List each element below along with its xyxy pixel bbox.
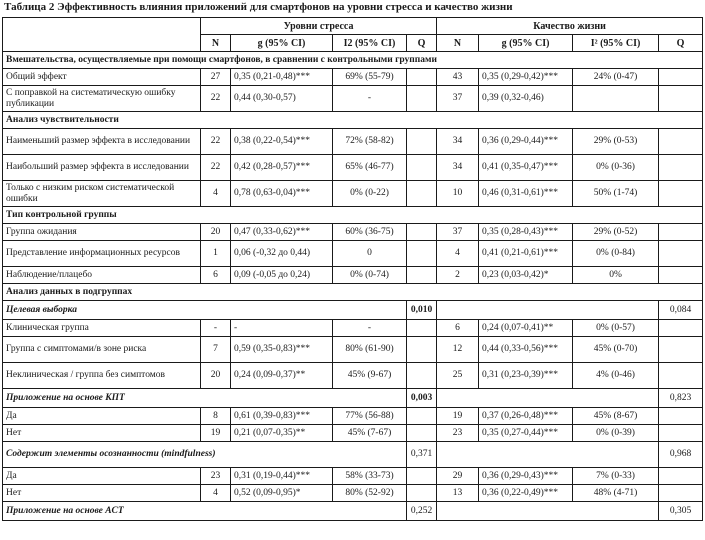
i2-stress-cell: 0 [333, 241, 407, 267]
table-body [3, 52, 703, 521]
q-quality-cell: 0,968 [659, 442, 703, 468]
i2-quality-cell: 45% (8-67) [573, 408, 659, 425]
quality-group-header: Качество жизни [437, 18, 703, 35]
col-i2-quality: I² (95% CI) [573, 35, 659, 52]
q-quality-cell [659, 224, 703, 241]
q-stress-cell [407, 241, 437, 267]
q-quality-cell [659, 129, 703, 155]
g-quality-cell: 0,35 (0,29-0,42)*** [479, 69, 573, 86]
n-quality-cell: 25 [437, 363, 479, 389]
n-stress-cell: 22 [201, 86, 231, 112]
q-quality-cell: 0,823 [659, 389, 703, 408]
q-stress-cell [407, 337, 437, 363]
q-stress-cell: 0,371 [407, 442, 437, 468]
empty-cell [437, 502, 659, 521]
n-stress-cell: 7 [201, 337, 231, 363]
table-row [3, 267, 703, 284]
n-stress-cell: 20 [201, 363, 231, 389]
g-stress-cell: - [231, 320, 333, 337]
table-row [3, 181, 703, 207]
section-row [3, 52, 703, 69]
q-stress-cell [407, 267, 437, 284]
subgroup-label: Целевая выборка [3, 301, 407, 320]
empty-cell [437, 389, 659, 408]
i2-quality-cell: 0% (0-84) [573, 241, 659, 267]
col-q-stress: Q [407, 35, 437, 52]
q-stress-cell [407, 425, 437, 442]
i2-quality-cell: 24% (0-47) [573, 69, 659, 86]
g-quality-cell: 0,46 (0,31-0,61)*** [479, 181, 573, 207]
i2-stress-cell: - [333, 86, 407, 112]
n-quality-cell: 4 [437, 241, 479, 267]
n-stress-cell: 6 [201, 267, 231, 284]
i2-quality-cell: 50% (1-74) [573, 181, 659, 207]
g-quality-cell: 0,36 (0,29-0,43)*** [479, 468, 573, 485]
q-stress-cell [407, 485, 437, 502]
subgroup-row [3, 389, 703, 408]
subgroup-row [3, 442, 703, 468]
section-row [3, 112, 703, 129]
q-quality-cell [659, 485, 703, 502]
subgroup-label: Приложение на основе ACT [3, 502, 407, 521]
row-label: Клиническая группа [3, 320, 201, 337]
g-stress-cell: 0,35 (0,21-0,48)*** [231, 69, 333, 86]
g-quality-cell: 0,41 (0,21-0,61)*** [479, 241, 573, 267]
q-stress-cell: 0,252 [407, 502, 437, 521]
row-label: Только с низким риском систематической ошибки [3, 181, 201, 207]
i2-quality-cell: 0% (0-57) [573, 320, 659, 337]
n-stress-cell: 4 [201, 485, 231, 502]
q-quality-cell [659, 86, 703, 112]
col-n-stress: N [201, 35, 231, 52]
table-row [3, 363, 703, 389]
row-label: Да [3, 468, 201, 485]
q-quality-cell [659, 155, 703, 181]
i2-stress-cell: 45% (7-67) [333, 425, 407, 442]
col-q-quality: Q [659, 35, 703, 52]
table-row [3, 485, 703, 502]
g-stress-cell: 0,47 (0,33-0,62)*** [231, 224, 333, 241]
g-quality-cell: 0,35 (0,28-0,43)*** [479, 224, 573, 241]
q-stress-cell [407, 320, 437, 337]
table-row [3, 129, 703, 155]
i2-stress-cell: 0% (0-22) [333, 181, 407, 207]
q-stress-cell [407, 155, 437, 181]
q-stress-cell [407, 363, 437, 389]
g-quality-cell: 0,37 (0,26-0,48)*** [479, 408, 573, 425]
n-stress-cell: 22 [201, 129, 231, 155]
table-row [3, 241, 703, 267]
g-stress-cell: 0,21 (0,07-0,35)** [231, 425, 333, 442]
section-label: Вмешательства, осуществляемые при помощи смартфонов, в сравнении с контрольными группами [3, 52, 703, 69]
table-row [3, 155, 703, 181]
header-empty [3, 18, 201, 52]
empty-cell [437, 442, 659, 468]
table-title: Таблица 2 Эффективность влияния приложений для смартфонов на уровни стресса и качество жизни [4, 1, 513, 13]
n-quality-cell: 2 [437, 267, 479, 284]
i2-stress-cell: 69% (55-79) [333, 69, 407, 86]
subgroup-label: Содержит элементы осознанности (mindfulness) [3, 442, 407, 468]
row-label: Группа ожидания [3, 224, 201, 241]
g-quality-cell: 0,39 (0,32-0,46) [479, 86, 573, 112]
n-quality-cell: 19 [437, 408, 479, 425]
g-quality-cell: 0,23 (0,03-0,42)* [479, 267, 573, 284]
g-stress-cell: 0,78 (0,63-0,04)*** [231, 181, 333, 207]
col-i2-stress: I2 (95% CI) [333, 35, 407, 52]
g-stress-cell: 0,06 (-0,32 до 0,44) [231, 241, 333, 267]
q-quality-cell [659, 408, 703, 425]
g-stress-cell: 0,09 (-0,05 до 0,24) [231, 267, 333, 284]
n-quality-cell: 37 [437, 224, 479, 241]
n-quality-cell: 43 [437, 69, 479, 86]
i2-stress-cell: 80% (61-90) [333, 337, 407, 363]
table-row [3, 408, 703, 425]
g-quality-cell: 0,36 (0,29-0,44)*** [479, 129, 573, 155]
i2-stress-cell: 58% (33-73) [333, 468, 407, 485]
n-quality-cell: 37 [437, 86, 479, 112]
n-quality-cell: 6 [437, 320, 479, 337]
g-stress-cell: 0,61 (0,39-0,83)*** [231, 408, 333, 425]
table-row [3, 224, 703, 241]
row-label: С поправкой на систематическую ошибку публикации [3, 86, 201, 112]
g-quality-cell: 0,36 (0,22-0,49)*** [479, 485, 573, 502]
section-label: Анализ данных в подгруппах [3, 284, 703, 301]
table-row [3, 468, 703, 485]
i2-quality-cell [573, 86, 659, 112]
table-row [3, 337, 703, 363]
n-stress-cell: 4 [201, 181, 231, 207]
g-quality-cell: 0,24 (0,07-0,41)** [479, 320, 573, 337]
g-stress-cell: 0,24 (0,09-0,37)** [231, 363, 333, 389]
i2-stress-cell: 65% (46-77) [333, 155, 407, 181]
q-quality-cell [659, 363, 703, 389]
i2-quality-cell: 48% (4-71) [573, 485, 659, 502]
row-label: Представление информационных ресурсов [3, 241, 201, 267]
row-label: Наибольший размер эффекта в исследовании [3, 155, 201, 181]
i2-quality-cell: 4% (0-46) [573, 363, 659, 389]
section-label: Анализ чувствительности [3, 112, 703, 129]
i2-stress-cell: 60% (36-75) [333, 224, 407, 241]
i2-stress-cell: - [333, 320, 407, 337]
n-stress-cell: - [201, 320, 231, 337]
row-label: Общий эффект [3, 69, 201, 86]
i2-stress-cell: 80% (52-92) [333, 485, 407, 502]
table-row [3, 320, 703, 337]
i2-quality-cell: 0% [573, 267, 659, 284]
q-quality-cell [659, 468, 703, 485]
q-stress-cell [407, 224, 437, 241]
n-stress-cell: 1 [201, 241, 231, 267]
g-stress-cell: 0,52 (0,09-0,95)* [231, 485, 333, 502]
row-label: Да [3, 408, 201, 425]
g-quality-cell: 0,35 (0,27-0,44)*** [479, 425, 573, 442]
i2-quality-cell: 29% (0-53) [573, 129, 659, 155]
i2-quality-cell: 29% (0-52) [573, 224, 659, 241]
i2-quality-cell: 45% (0-70) [573, 337, 659, 363]
i2-stress-cell: 45% (9-67) [333, 363, 407, 389]
empty-cell [437, 301, 659, 320]
i2-quality-cell: 0% (0-39) [573, 425, 659, 442]
section-label: Тип контрольной группы [3, 207, 703, 224]
i2-quality-cell: 7% (0-33) [573, 468, 659, 485]
q-quality-cell [659, 425, 703, 442]
q-quality-cell [659, 69, 703, 86]
col-n-quality: N [437, 35, 479, 52]
i2-stress-cell: 0% (0-74) [333, 267, 407, 284]
g-stress-cell: 0,59 (0,35-0,83)*** [231, 337, 333, 363]
row-label: Наименьший размер эффекта в исследовании [3, 129, 201, 155]
table-row [3, 86, 703, 112]
subgroup-row [3, 502, 703, 521]
q-stress-cell [407, 181, 437, 207]
n-stress-cell: 22 [201, 155, 231, 181]
effectiveness-table [2, 17, 703, 521]
n-stress-cell: 27 [201, 69, 231, 86]
table-row [3, 425, 703, 442]
i2-quality-cell: 0% (0-36) [573, 155, 659, 181]
table-row [3, 69, 703, 86]
q-quality-cell [659, 181, 703, 207]
q-stress-cell [407, 69, 437, 86]
q-stress-cell: 0,010 [407, 301, 437, 320]
n-quality-cell: 12 [437, 337, 479, 363]
n-quality-cell: 13 [437, 485, 479, 502]
q-stress-cell [407, 129, 437, 155]
section-row [3, 284, 703, 301]
n-quality-cell: 10 [437, 181, 479, 207]
g-stress-cell: 0,31 (0,19-0,44)*** [231, 468, 333, 485]
q-quality-cell [659, 267, 703, 284]
row-label: Группа с симптомами/в зоне риска [3, 337, 201, 363]
q-stress-cell: 0,003 [407, 389, 437, 408]
col-g-stress: g (95% CI) [231, 35, 333, 52]
row-label: Наблюдение/плацебо [3, 267, 201, 284]
g-quality-cell: 0,44 (0,33-0,56)*** [479, 337, 573, 363]
q-stress-cell [407, 86, 437, 112]
n-quality-cell: 34 [437, 155, 479, 181]
n-stress-cell: 8 [201, 408, 231, 425]
col-g-quality: g (95% CI) [479, 35, 573, 52]
g-stress-cell: 0,44 (0,30-0,57) [231, 86, 333, 112]
row-label: Нет [3, 485, 201, 502]
n-stress-cell: 19 [201, 425, 231, 442]
subgroup-label: Приложение на основе КПТ [3, 389, 407, 408]
q-stress-cell [407, 408, 437, 425]
q-quality-cell [659, 241, 703, 267]
q-quality-cell: 0,084 [659, 301, 703, 320]
q-quality-cell: 0,305 [659, 502, 703, 521]
row-label: Неклиническая / группа без симптомов [3, 363, 201, 389]
q-stress-cell [407, 468, 437, 485]
n-quality-cell: 23 [437, 425, 479, 442]
row-label: Нет [3, 425, 201, 442]
stress-group-header: Уровни стресса [201, 18, 437, 35]
n-quality-cell: 34 [437, 129, 479, 155]
q-quality-cell [659, 320, 703, 337]
subgroup-row [3, 301, 703, 320]
n-stress-cell: 20 [201, 224, 231, 241]
g-quality-cell: 0,41 (0,35-0,47)*** [479, 155, 573, 181]
section-row [3, 207, 703, 224]
group-header-row [3, 18, 703, 35]
g-stress-cell: 0,38 (0,22-0,54)*** [231, 129, 333, 155]
q-quality-cell [659, 337, 703, 363]
n-quality-cell: 29 [437, 468, 479, 485]
g-quality-cell: 0,31 (0,23-0,39)*** [479, 363, 573, 389]
i2-stress-cell: 72% (58-82) [333, 129, 407, 155]
i2-stress-cell: 77% (56-88) [333, 408, 407, 425]
g-stress-cell: 0,42 (0,28-0,57)*** [231, 155, 333, 181]
n-stress-cell: 23 [201, 468, 231, 485]
